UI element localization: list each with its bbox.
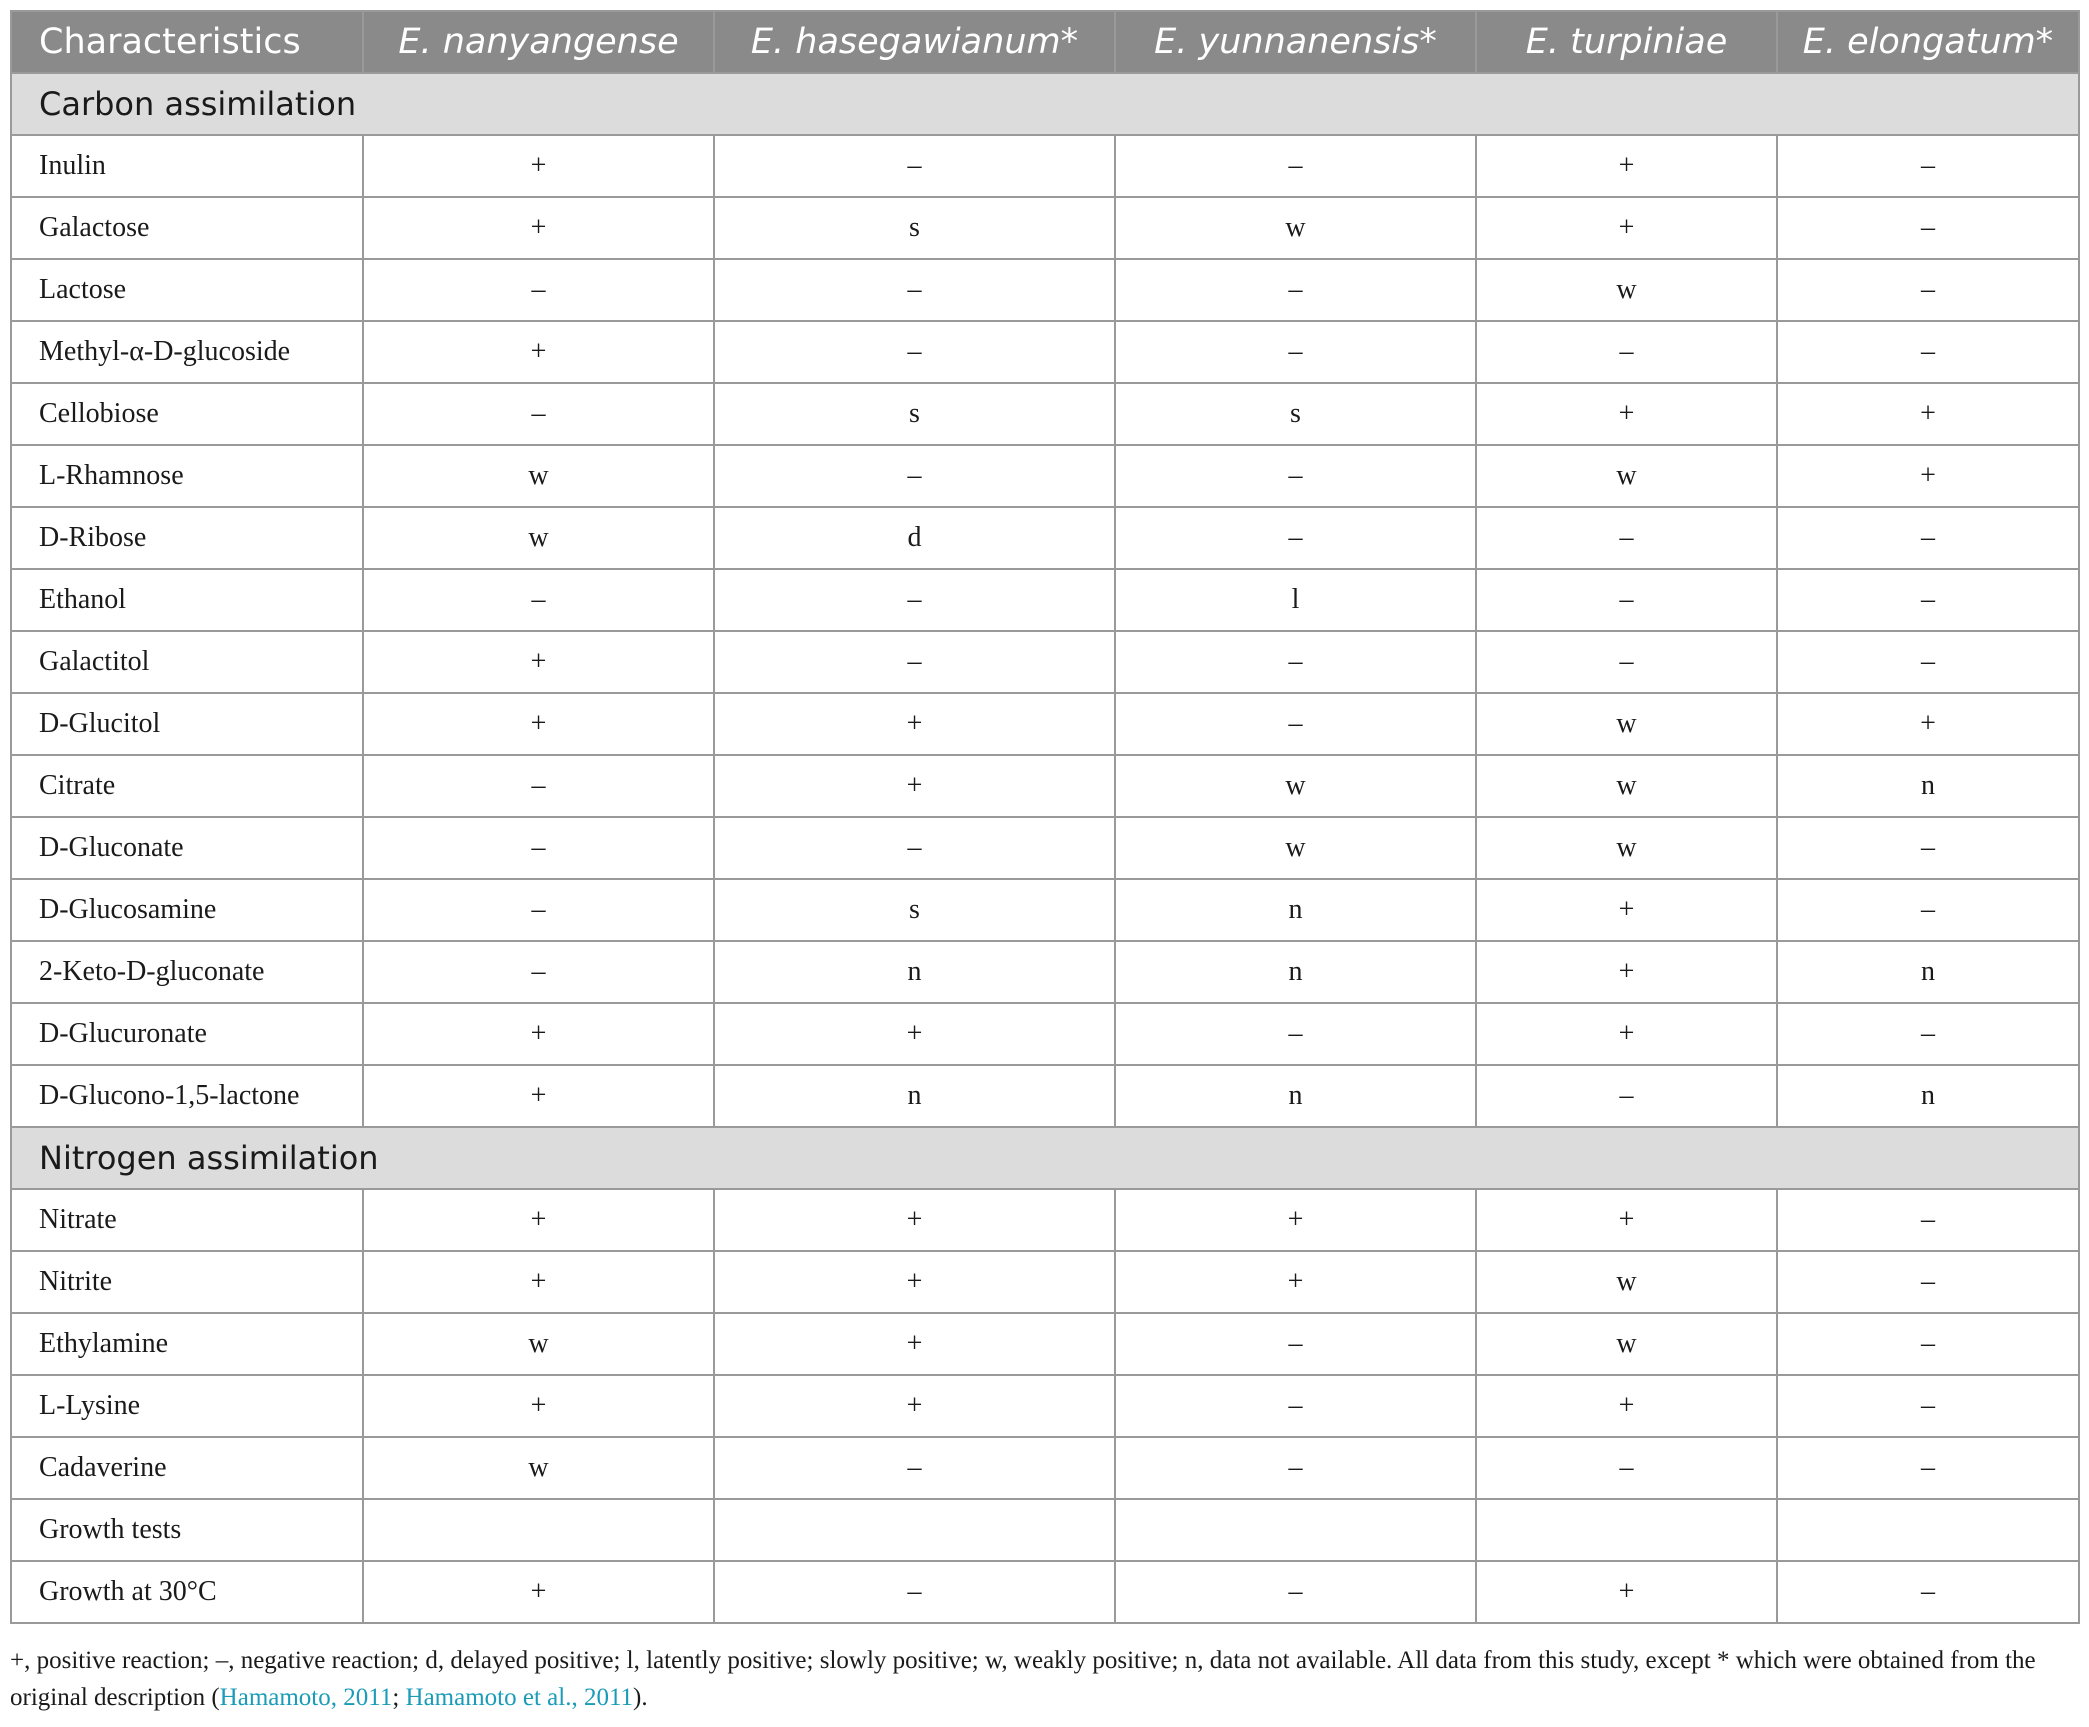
row-label: Ethanol bbox=[11, 569, 363, 631]
row-label: D-Glucosamine bbox=[11, 879, 363, 941]
table-row bbox=[11, 321, 2079, 383]
table-cell: – bbox=[1115, 445, 1476, 507]
table-cell: – bbox=[714, 445, 1115, 507]
table-cell: + bbox=[363, 693, 714, 755]
table-cell: + bbox=[714, 1189, 1115, 1251]
table-cell: – bbox=[1777, 1561, 2079, 1623]
table-cell: – bbox=[1476, 631, 1777, 693]
table-row bbox=[11, 445, 2079, 507]
table-cell: w bbox=[1476, 445, 1777, 507]
table-cell: – bbox=[714, 1437, 1115, 1499]
table-cell: w bbox=[363, 507, 714, 569]
table-cell: w bbox=[363, 445, 714, 507]
table-cell: – bbox=[714, 135, 1115, 197]
table-cell: s bbox=[714, 383, 1115, 445]
table-cell: + bbox=[1476, 1189, 1777, 1251]
row-label: Nitrate bbox=[11, 1189, 363, 1251]
table-cell: – bbox=[363, 941, 714, 1003]
table-row bbox=[11, 569, 2079, 631]
table-cell: – bbox=[1777, 259, 2079, 321]
table-cell: + bbox=[363, 1375, 714, 1437]
table-row bbox=[11, 1437, 2079, 1499]
footnote-text: +, positive reaction; –, negative reaction; d, delayed positive; l, latently positive; slowly positive; w, weakly positive; n, data not available. All data from this study, except * which were obtained from the original description ( bbox=[10, 1647, 2036, 1711]
table-cell: l bbox=[1115, 569, 1476, 631]
table-cell: s bbox=[1115, 383, 1476, 445]
table-cell: + bbox=[1476, 1561, 1777, 1623]
table-cell: – bbox=[1777, 1251, 2079, 1313]
row-label: Methyl-α-D-glucoside bbox=[11, 321, 363, 383]
table-cell: n bbox=[1115, 1065, 1476, 1127]
table-cell: n bbox=[1777, 755, 2079, 817]
characteristics-table bbox=[10, 10, 2080, 1624]
table-container bbox=[10, 10, 2078, 1624]
table-cell: – bbox=[1115, 1313, 1476, 1375]
table-cell bbox=[1476, 1499, 1777, 1561]
table-cell: + bbox=[714, 755, 1115, 817]
table-cell: – bbox=[1115, 507, 1476, 569]
table-row bbox=[11, 197, 2079, 259]
table-cell: + bbox=[1476, 1375, 1777, 1437]
header-e-hasegawianum: E. hasegawianum* bbox=[714, 11, 1115, 73]
table-row bbox=[11, 259, 2079, 321]
row-label: D-Glucono-1,5-lactone bbox=[11, 1065, 363, 1127]
row-label: Galactitol bbox=[11, 631, 363, 693]
table-cell: + bbox=[1476, 135, 1777, 197]
table-cell: – bbox=[1115, 1437, 1476, 1499]
table-cell: – bbox=[714, 1561, 1115, 1623]
section-title: Carbon assimilation bbox=[11, 73, 2079, 135]
table-row bbox=[11, 817, 2079, 879]
table-cell: + bbox=[714, 693, 1115, 755]
row-label: Lactose bbox=[11, 259, 363, 321]
section-header-row bbox=[11, 73, 2079, 135]
footnote-end: ). bbox=[633, 1684, 648, 1711]
table-cell: – bbox=[1115, 259, 1476, 321]
table-cell bbox=[714, 1499, 1115, 1561]
table-cell: w bbox=[1476, 1251, 1777, 1313]
section-header-row bbox=[11, 1127, 2079, 1189]
table-cell: – bbox=[1115, 321, 1476, 383]
table-row bbox=[11, 1375, 2079, 1437]
table-cell: w bbox=[1476, 755, 1777, 817]
footnote-separator: ; bbox=[392, 1684, 406, 1711]
reference-link-hamamoto-2011[interactable]: Hamamoto, 2011 bbox=[219, 1684, 393, 1711]
table-cell: + bbox=[1777, 445, 2079, 507]
table-cell: n bbox=[1777, 941, 2079, 1003]
table-cell: – bbox=[363, 259, 714, 321]
row-label: D-Gluconate bbox=[11, 817, 363, 879]
table-cell: – bbox=[1115, 1561, 1476, 1623]
table-cell: n bbox=[1777, 1065, 2079, 1127]
row-label: Galactose bbox=[11, 197, 363, 259]
table-cell: – bbox=[714, 817, 1115, 879]
table-cell: – bbox=[1777, 1437, 2079, 1499]
table-cell: w bbox=[1115, 755, 1476, 817]
table-cell: + bbox=[1115, 1189, 1476, 1251]
table-row bbox=[11, 879, 2079, 941]
table-row bbox=[11, 1313, 2079, 1375]
section-title: Nitrogen assimilation bbox=[11, 1127, 2079, 1189]
table-cell: – bbox=[1777, 1003, 2079, 1065]
table-cell: + bbox=[363, 1561, 714, 1623]
table-cell: – bbox=[1777, 631, 2079, 693]
table-cell: + bbox=[1476, 1003, 1777, 1065]
table-cell: – bbox=[714, 321, 1115, 383]
row-label: D-Glucitol bbox=[11, 693, 363, 755]
table-cell: – bbox=[1115, 631, 1476, 693]
table-cell: – bbox=[1115, 135, 1476, 197]
table-row bbox=[11, 693, 2079, 755]
table-cell: – bbox=[363, 383, 714, 445]
table-cell: – bbox=[1476, 507, 1777, 569]
table-cell: – bbox=[1476, 321, 1777, 383]
table-row bbox=[11, 1499, 2079, 1561]
table-cell: – bbox=[1777, 507, 2079, 569]
table-cell: w bbox=[1476, 259, 1777, 321]
table-row bbox=[11, 1251, 2079, 1313]
table-cell: w bbox=[363, 1437, 714, 1499]
table-cell: – bbox=[1777, 321, 2079, 383]
row-label: Nitrite bbox=[11, 1251, 363, 1313]
table-cell: – bbox=[1115, 1375, 1476, 1437]
table-row bbox=[11, 1189, 2079, 1251]
table-cell: – bbox=[1777, 1189, 2079, 1251]
table-cell: + bbox=[1777, 383, 2079, 445]
table-cell: – bbox=[1115, 1003, 1476, 1065]
table-cell: w bbox=[1476, 817, 1777, 879]
table-row bbox=[11, 383, 2079, 445]
table-cell: + bbox=[363, 1003, 714, 1065]
table-cell: + bbox=[714, 1251, 1115, 1313]
table-cell: + bbox=[363, 631, 714, 693]
table-cell: + bbox=[363, 321, 714, 383]
table-cell: + bbox=[714, 1003, 1115, 1065]
header-characteristics: Characteristics bbox=[11, 11, 363, 73]
table-cell: + bbox=[363, 135, 714, 197]
row-label: L-Rhamnose bbox=[11, 445, 363, 507]
table-cell: d bbox=[714, 507, 1115, 569]
table-cell: w bbox=[1115, 197, 1476, 259]
row-label: Ethylamine bbox=[11, 1313, 363, 1375]
table-cell: n bbox=[1115, 879, 1476, 941]
row-label: L-Lysine bbox=[11, 1375, 363, 1437]
row-label: Growth tests bbox=[11, 1499, 363, 1561]
row-label: Citrate bbox=[11, 755, 363, 817]
table-cell: – bbox=[1777, 135, 2079, 197]
table-row bbox=[11, 135, 2079, 197]
table-cell: + bbox=[714, 1375, 1115, 1437]
table-row bbox=[11, 1065, 2079, 1127]
table-cell: – bbox=[1777, 569, 2079, 631]
table-cell: – bbox=[1476, 1065, 1777, 1127]
table-cell: + bbox=[1777, 693, 2079, 755]
table-cell bbox=[1115, 1499, 1476, 1561]
table-cell: – bbox=[1777, 1313, 2079, 1375]
table-cell: – bbox=[1115, 693, 1476, 755]
table-row bbox=[11, 941, 2079, 1003]
table-cell: – bbox=[363, 879, 714, 941]
table-cell: – bbox=[363, 817, 714, 879]
table-cell bbox=[1777, 1499, 2079, 1561]
table-cell: – bbox=[714, 631, 1115, 693]
row-label: D-Glucuronate bbox=[11, 1003, 363, 1065]
header-e-turpiniae: E. turpiniae bbox=[1476, 11, 1777, 73]
table-cell: – bbox=[714, 569, 1115, 631]
table-cell: + bbox=[714, 1313, 1115, 1375]
table-cell: w bbox=[1476, 1313, 1777, 1375]
table-cell: + bbox=[1476, 197, 1777, 259]
table-cell: – bbox=[1777, 1375, 2079, 1437]
table-cell: s bbox=[714, 879, 1115, 941]
table-cell: + bbox=[1115, 1251, 1476, 1313]
table-cell: – bbox=[1476, 1437, 1777, 1499]
row-label: Growth at 30°C bbox=[11, 1561, 363, 1623]
table-cell: n bbox=[714, 1065, 1115, 1127]
row-label: Cellobiose bbox=[11, 383, 363, 445]
header-e-nanyangense: E. nanyangense bbox=[363, 11, 714, 73]
reference-link-hamamoto-et-al-2011[interactable]: Hamamoto et al., 2011 bbox=[405, 1684, 634, 1711]
row-label: Cadaverine bbox=[11, 1437, 363, 1499]
table-cell: – bbox=[363, 755, 714, 817]
table-cell: w bbox=[363, 1313, 714, 1375]
table-cell: + bbox=[363, 1251, 714, 1313]
table-cell: + bbox=[363, 1065, 714, 1127]
row-label: Inulin bbox=[11, 135, 363, 197]
table-cell: – bbox=[714, 259, 1115, 321]
table-row bbox=[11, 507, 2079, 569]
row-label: 2-Keto-D-gluconate bbox=[11, 941, 363, 1003]
table-cell: s bbox=[714, 197, 1115, 259]
row-label: D-Ribose bbox=[11, 507, 363, 569]
table-cell: – bbox=[1777, 817, 2079, 879]
table-cell: + bbox=[1476, 941, 1777, 1003]
table-cell: + bbox=[363, 197, 714, 259]
table-cell: – bbox=[1777, 197, 2079, 259]
table-cell: – bbox=[1476, 569, 1777, 631]
table-row bbox=[11, 631, 2079, 693]
table-cell: – bbox=[363, 569, 714, 631]
table-cell: + bbox=[1476, 879, 1777, 941]
table-cell: w bbox=[1115, 817, 1476, 879]
table-row bbox=[11, 1003, 2079, 1065]
table-cell: n bbox=[1115, 941, 1476, 1003]
table-cell: n bbox=[714, 941, 1115, 1003]
header-row bbox=[11, 11, 2079, 73]
table-row bbox=[11, 1561, 2079, 1623]
table-cell bbox=[363, 1499, 714, 1561]
table-cell: + bbox=[363, 1189, 714, 1251]
table-row bbox=[11, 755, 2079, 817]
table-cell: + bbox=[1476, 383, 1777, 445]
header-e-elongatum: E. elongatum* bbox=[1777, 11, 2079, 73]
table-cell: w bbox=[1476, 693, 1777, 755]
footnote bbox=[10, 1642, 2080, 1716]
table-cell: – bbox=[1777, 879, 2079, 941]
header-e-yunnanensis: E. yunnanensis* bbox=[1115, 11, 1476, 73]
